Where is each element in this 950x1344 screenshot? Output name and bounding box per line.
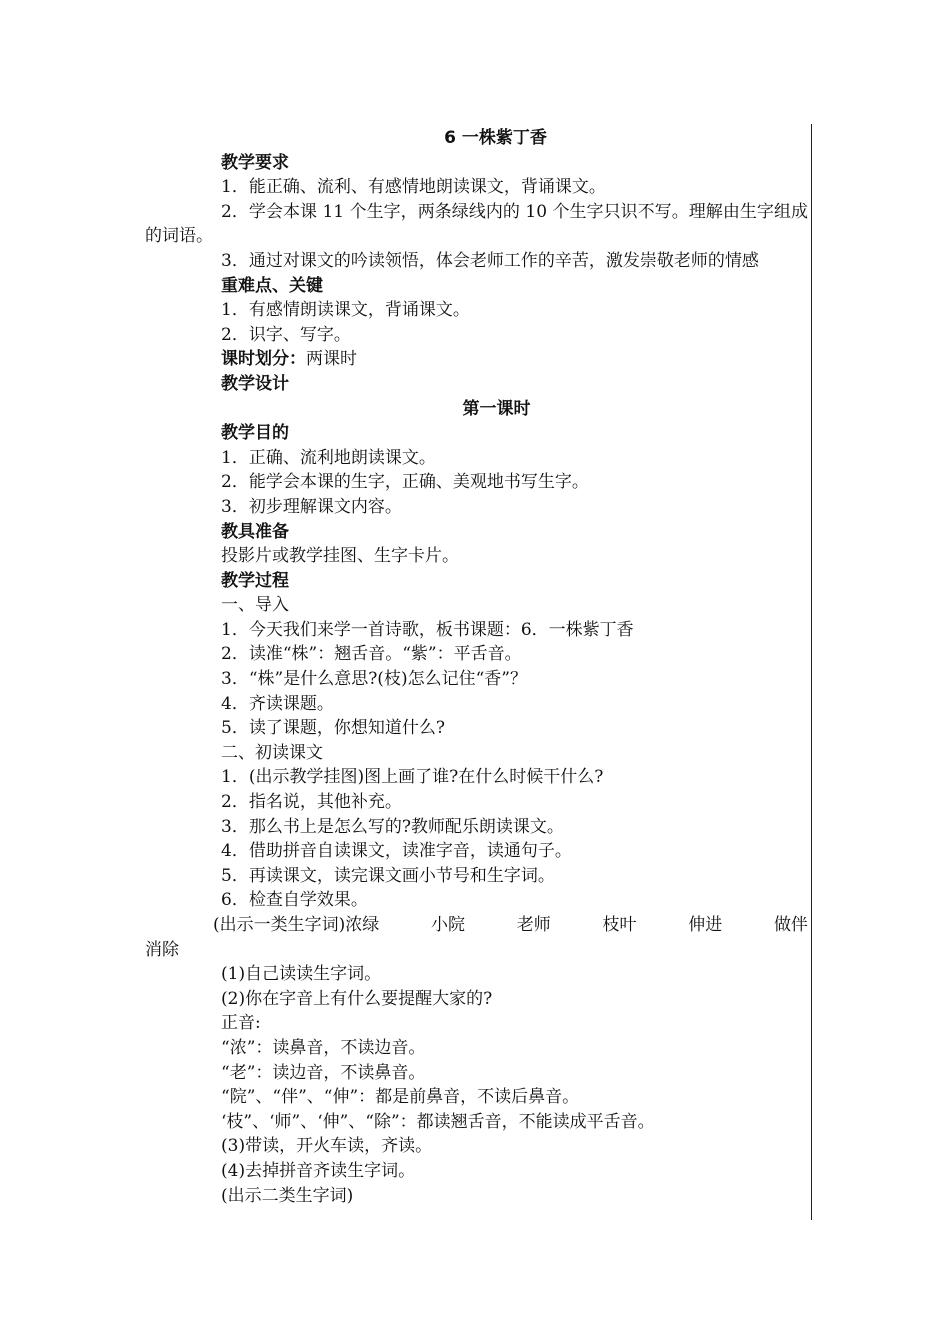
periods-line — [145, 347, 808, 372]
intro-heading: 一、导入 — [221, 595, 289, 616]
tools-text: 投影片或教学挂图、生字卡片。 — [221, 546, 459, 567]
word-list-item: 小院 — [431, 915, 465, 935]
reading-heading: 二、初读课文 — [221, 742, 323, 763]
requirements-heading: 教学要求 — [221, 152, 289, 173]
word-list-item: 做伴 — [773, 915, 808, 935]
key-point-item: 2．识字、写字。 — [221, 324, 351, 345]
reading-item: 5．再读课文，读完课文画小节号和生字词。 — [221, 865, 555, 886]
design-heading: 教学设计 — [221, 373, 289, 394]
reading-item: 4．借助拼音自读课文，读准字音，读通句子。 — [221, 841, 572, 862]
reading-item: 2．指名说，其他补充。 — [221, 792, 402, 813]
pronunciation-item: “浓”：读鼻音，不读边音。 — [221, 1037, 426, 1058]
process-heading: 教学过程 — [221, 570, 289, 591]
step-item: (3)带读，开火车读，齐读。 — [221, 1136, 433, 1157]
periods-label: 课时划分： — [221, 349, 306, 370]
requirement-item: 1．能正确、流利、有感情地朗读课文，背诵课文。 — [221, 177, 606, 198]
key-points-heading: 重难点、关键 — [221, 275, 323, 296]
word-list-item: 伸进 — [688, 915, 723, 935]
lesson-plan-body — [145, 126, 808, 1208]
lesson1-title: 第一课时 — [462, 398, 531, 419]
intro-item: 4．齐读课题。 — [221, 693, 334, 714]
step-item: (2)你在字音上有什么要提醒大家的? — [221, 988, 493, 1009]
objective-item: 2．能学会本课的生字，正确、美观地书写生字。 — [221, 472, 589, 493]
key-point-item: 1．有感情朗读课文，背诵课文。 — [221, 300, 470, 321]
word-list-1 — [145, 913, 808, 938]
intro-item: 3．“株”是什么意思?(枝)怎么记住“香”？ — [221, 669, 527, 690]
objectives-heading: 教学目的 — [221, 423, 289, 444]
intro-item: 1．今天我们来学一首诗歌，板书课题：6．一株紫丁香 — [221, 619, 634, 640]
tools-heading: 教具准备 — [221, 521, 289, 542]
lesson-title: 6 一株紫丁香 — [444, 128, 547, 148]
objective-item: 3．初步理解课文内容。 — [221, 496, 402, 517]
step-item: (1)自己读读生字词。 — [221, 964, 382, 985]
step-item: (4)去掉拼音齐读生字词。 — [221, 1160, 416, 1181]
word-list-item: (出示一类生字词)浓绿 — [213, 915, 380, 935]
requirement-item: 2．学会本课 11 个生字，两条绿线内的 10 个生字只识不写。理解由生字组成的词语。 — [145, 201, 808, 247]
reading-item: 3．那么书上是怎么写的?教师配乐朗读课文。 — [221, 816, 564, 837]
intro-item: 5．读了课题，你想知道什么? — [221, 718, 445, 739]
intro-item: 2．读准“株”：翘舌音。“紫”：平舌音。 — [221, 644, 522, 665]
word-list-2: (出示二类生字词) — [221, 1185, 354, 1206]
reading-item: 6．检查自学效果。 — [221, 890, 368, 911]
reading-item: 1．(出示教学挂图)图上画了谁?在什么时候干什么? — [221, 767, 604, 788]
pronunciation-item: “院”、“伴”、“伸”：都是前鼻音，不读后鼻音。 — [221, 1087, 580, 1108]
right-margin-rule — [811, 124, 812, 1220]
periods-value: 两课时 — [306, 349, 357, 370]
pronunciation-item: ‘枝”、‘师”、‘伸”、“除”：都读翘舌音，不能读成平舌音。 — [221, 1111, 655, 1132]
objective-item: 1．正确、流利地朗读课文。 — [221, 447, 436, 468]
pronunciation-heading: 正音: — [221, 1013, 261, 1034]
word-list-item: 老师 — [516, 915, 551, 935]
requirement-item: 3．通过对课文的吟读领悟，体会老师工作的辛苦，激发崇敬老师的情感 — [221, 250, 759, 271]
pronunciation-item: “老”：读边音，不读鼻音。 — [221, 1062, 426, 1083]
word-list-item: 枝叶 — [602, 915, 637, 935]
word-list-1-tail: 消除 — [145, 939, 179, 960]
